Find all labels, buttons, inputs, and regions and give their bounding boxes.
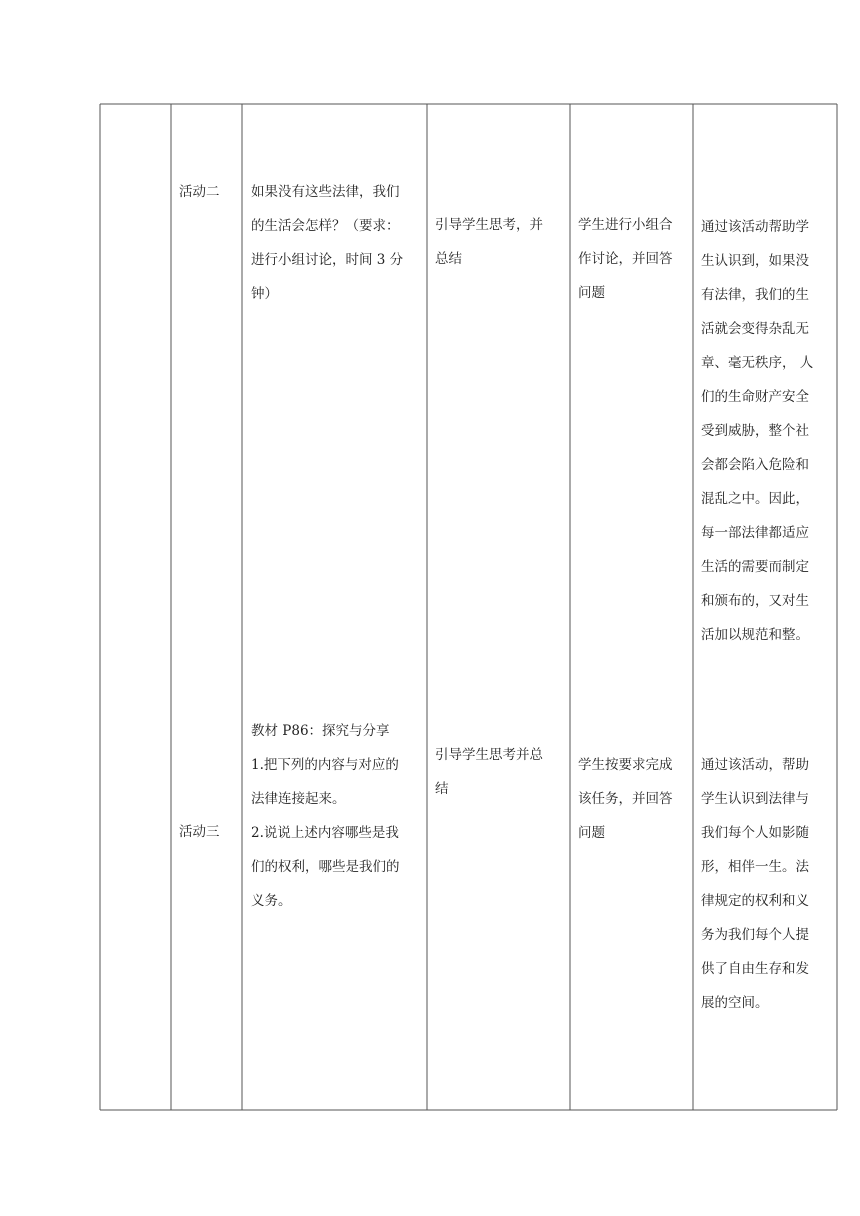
teacher-activity: 引导学生思考并总 结 (435, 747, 543, 797)
activity-label: 活动三 (179, 824, 220, 840)
activity-label: 活动二 (179, 184, 220, 200)
design-intent: 通过该活动，帮助 学生认识到法律与 我们每个人如影随 形，相伴一生。法 律规定的权利和义 务为我们每个人提 供了自由生存和发 展的空间。 (701, 757, 809, 1011)
activity-content: 如果没有这些法律，我们 的生活会怎样？（要求： 进行小组讨论，时间 3 分 钟） (251, 184, 404, 302)
design-intent: 通过该活动帮助学 生认识到，如果没 有法律，我们的生 活就会变得杂乱无 章、毫无秩序， 人 们的生命财产安全 受到威胁，整个社 会都会陷入危险和 混乱之中。因此， 每一部法律都适应 生活的需要而制定 和颁布的，又对生 活加以规范和整。 (701, 219, 814, 643)
teacher-activity: 引导学生思考，并 总结 (435, 217, 543, 267)
student-activity: 学生按要求完成 该任务，并回答 问题 (578, 757, 673, 841)
activity-content: 教材 P86：探究与分享 1.把下列的内容与对应的 法律连接起来。 2.说说上述内容哪些是我 们的权利，哪些是我们的 义务。 (251, 723, 400, 909)
student-activity: 学生进行小组合 作讨论，并回答 问题 (578, 217, 673, 301)
